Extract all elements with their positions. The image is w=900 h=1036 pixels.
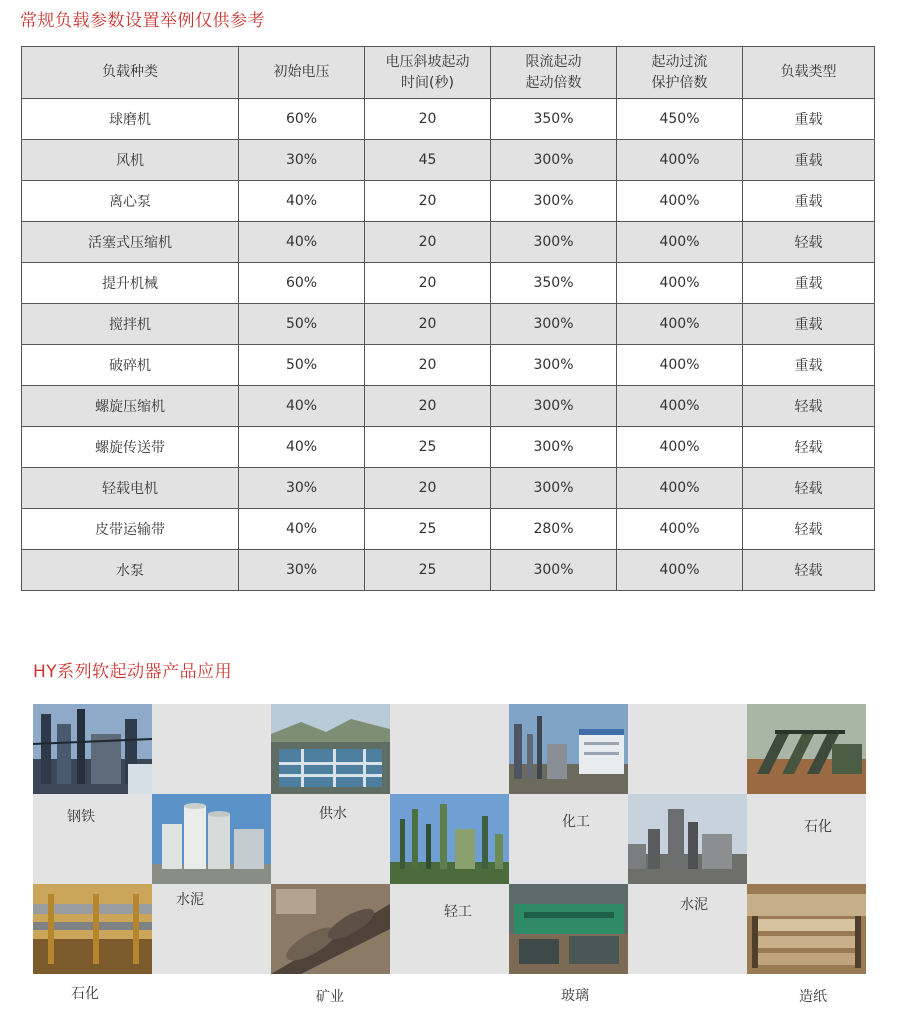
cell-current-limit: 350%: [491, 263, 617, 304]
cell-load-kind: 提升机械: [22, 263, 239, 304]
cell-load-kind: 活塞式压缩机: [22, 222, 239, 263]
glass-machinery-photo: [509, 884, 628, 974]
application-tile-cement: [152, 884, 271, 974]
application-label-mining: 矿业: [316, 989, 344, 1005]
cell-load-type: 重载: [743, 345, 875, 386]
chemical-plant-photo: [509, 704, 628, 794]
section-title-load-params: 常规负载参数设置举例仅供参考: [20, 11, 265, 31]
cell-load-kind: 破碎机: [22, 345, 239, 386]
paper-mill-photo: [747, 884, 866, 974]
cell-ramp-time: 20: [365, 386, 491, 427]
cell-load-type: 轻载: [743, 386, 875, 427]
cell-initial-voltage: 30%: [239, 140, 365, 181]
cell-load-type: 轻载: [743, 550, 875, 591]
cell-ramp-time: 25: [365, 509, 491, 550]
cell-overcurrent: 400%: [617, 345, 743, 386]
cell-load-kind: 水泵: [22, 550, 239, 591]
table-row: [22, 140, 875, 181]
application-label-cement: 水泥: [176, 892, 204, 908]
cell-overcurrent: 400%: [617, 509, 743, 550]
cell-ramp-time: 20: [365, 345, 491, 386]
header-load-kind: 负载种类: [22, 47, 239, 99]
table-row: [22, 263, 875, 304]
cell-overcurrent: 450%: [617, 99, 743, 140]
cell-load-kind: 离心泵: [22, 181, 239, 222]
cell-ramp-time: 20: [365, 304, 491, 345]
cell-current-limit: 350%: [491, 99, 617, 140]
application-label-cement-2: 水泥: [680, 897, 708, 913]
cell-initial-voltage: 50%: [239, 345, 365, 386]
cell-overcurrent: 400%: [617, 140, 743, 181]
cell-initial-voltage: 40%: [239, 222, 365, 263]
header-ramp-time: 电压斜坡起动 时间(秒): [365, 47, 491, 99]
cell-ramp-time: 20: [365, 222, 491, 263]
cell-initial-voltage: 50%: [239, 304, 365, 345]
cell-initial-voltage: 40%: [239, 427, 365, 468]
application-tile-light-industry: [390, 884, 509, 974]
cell-current-limit: 300%: [491, 550, 617, 591]
table-row: [22, 468, 875, 509]
cell-overcurrent: 400%: [617, 222, 743, 263]
cell-load-kind: 皮带运输带: [22, 509, 239, 550]
table-row: [22, 550, 875, 591]
header-current-limit: 限流起动 起动倍数: [491, 47, 617, 99]
cell-ramp-time: 25: [365, 550, 491, 591]
cell-current-limit: 280%: [491, 509, 617, 550]
water-treatment-photo: [271, 704, 390, 794]
cell-current-limit: 300%: [491, 140, 617, 181]
cell-current-limit: 300%: [491, 304, 617, 345]
cell-current-limit: 300%: [491, 222, 617, 263]
cell-load-kind: 轻载电机: [22, 468, 239, 509]
cell-load-type: 重载: [743, 181, 875, 222]
table-row: [22, 222, 875, 263]
application-label-glass: 玻璃: [561, 988, 589, 1004]
steel-plant-photo: [33, 704, 152, 794]
application-grid: [33, 704, 872, 974]
table-row: [22, 509, 875, 550]
cell-current-limit: 300%: [491, 181, 617, 222]
table-row: [22, 345, 875, 386]
cell-load-type: 轻载: [743, 509, 875, 550]
table-row: [22, 386, 875, 427]
cell-load-kind: 风机: [22, 140, 239, 181]
application-tile-blank: [152, 704, 271, 794]
cell-load-kind: 螺旋压缩机: [22, 386, 239, 427]
cell-overcurrent: 400%: [617, 550, 743, 591]
cell-initial-voltage: 60%: [239, 99, 365, 140]
cell-overcurrent: 400%: [617, 427, 743, 468]
cell-initial-voltage: 40%: [239, 181, 365, 222]
cell-load-kind: 搅拌机: [22, 304, 239, 345]
section-title-applications: HY系列软起动器产品应用: [33, 662, 233, 682]
cell-current-limit: 300%: [491, 345, 617, 386]
cell-load-type: 轻载: [743, 427, 875, 468]
application-label-paper: 造纸: [799, 989, 827, 1005]
pipeline-plant-photo: [33, 884, 152, 974]
cell-load-type: 轻载: [743, 222, 875, 263]
application-label-steel: 钢铁: [67, 809, 95, 825]
cell-ramp-time: 20: [365, 468, 491, 509]
application-tile-chemical: [509, 794, 628, 884]
cell-load-kind: 球磨机: [22, 99, 239, 140]
cell-overcurrent: 400%: [617, 263, 743, 304]
cell-load-type: 重载: [743, 263, 875, 304]
cell-ramp-time: 45: [365, 140, 491, 181]
table-row: [22, 304, 875, 345]
cell-overcurrent: 400%: [617, 386, 743, 427]
application-tile-blank: [390, 704, 509, 794]
cement-silos-photo: [152, 794, 271, 884]
cell-current-limit: 300%: [491, 386, 617, 427]
cell-initial-voltage: 60%: [239, 263, 365, 304]
mining-conveyor-photo: [271, 884, 390, 974]
cell-load-type: 重载: [743, 140, 875, 181]
cell-load-type: 重载: [743, 99, 875, 140]
header-load-type: 负载类型: [743, 47, 875, 99]
cement-plant-photo: [628, 794, 747, 884]
cell-load-kind: 螺旋传送带: [22, 427, 239, 468]
cell-ramp-time: 20: [365, 181, 491, 222]
cell-current-limit: 300%: [491, 427, 617, 468]
cell-overcurrent: 400%: [617, 468, 743, 509]
application-label-light-industry: 轻工: [444, 904, 472, 920]
cell-current-limit: 300%: [491, 468, 617, 509]
application-label-water-supply: 供水: [319, 806, 347, 822]
crushing-machinery-photo: [747, 704, 866, 794]
header-overcurrent: 起动过流 保护倍数: [617, 47, 743, 99]
cell-load-type: 轻载: [743, 468, 875, 509]
cell-initial-voltage: 40%: [239, 386, 365, 427]
cell-overcurrent: 400%: [617, 181, 743, 222]
table-header-row: [22, 47, 875, 99]
cell-load-type: 重载: [743, 304, 875, 345]
cell-ramp-time: 25: [365, 427, 491, 468]
cell-overcurrent: 400%: [617, 304, 743, 345]
cell-initial-voltage: 40%: [239, 509, 365, 550]
application-label-chemical: 化工: [562, 814, 590, 830]
application-label-petrochem-2: 石化: [71, 986, 99, 1002]
refinery-towers-photo: [390, 794, 509, 884]
cell-initial-voltage: 30%: [239, 468, 365, 509]
table-row: [22, 181, 875, 222]
cell-ramp-time: 20: [365, 263, 491, 304]
application-tile-petrochem: [747, 794, 866, 884]
table-row: [22, 99, 875, 140]
application-tile-blank: [628, 704, 747, 794]
cell-ramp-time: 20: [365, 99, 491, 140]
application-label-petrochem: 石化: [804, 819, 832, 835]
header-initial-voltage: 初始电压: [239, 47, 365, 99]
load-parameter-table: [21, 46, 875, 591]
cell-initial-voltage: 30%: [239, 550, 365, 591]
table-row: [22, 427, 875, 468]
